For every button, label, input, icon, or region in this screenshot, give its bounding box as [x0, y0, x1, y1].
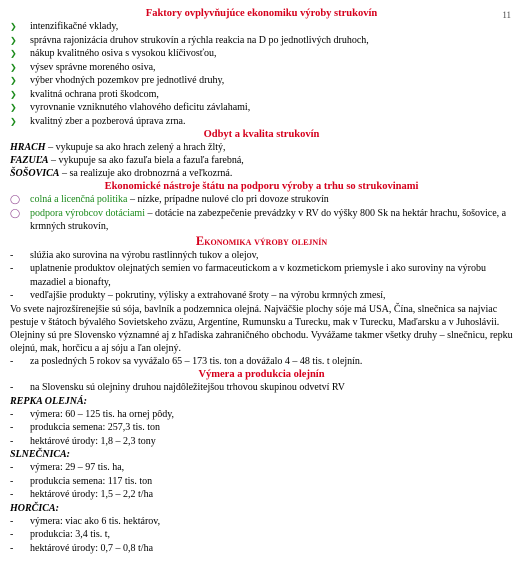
crop-stat-item [10, 475, 513, 489]
crop-group-title: HORČICA: [10, 502, 59, 514]
crop-sales-line [10, 141, 513, 154]
crop-group-title: REPKA OLEJNÁ: [10, 395, 87, 407]
crop-sales-text: – sa realizuje ako drobnozrná a veľkozrná. [59, 168, 233, 179]
factor-item [10, 61, 513, 75]
crop-stat-text: výmera: 60 – 125 tis. ha ornej pôdy, [30, 408, 175, 420]
paragraph-slovakia: Olejniny sú pre Slovensko významné aj z hľadiska zahraničného obchodu. Vyvážame takmer všetky druhy – slnečnicu, repku olejnú, mak, horčicu a aj sóju a ľan olejný. [10, 329, 513, 354]
factor-text: kvalitný zber a pozberová úprava zrna. [30, 115, 186, 127]
factor-text: intenzifikačné vklady, [30, 21, 119, 32]
chevron-bullet-icon [10, 47, 26, 61]
sales-quality-list [10, 141, 513, 180]
crop-stat-text: výmera: 29 – 97 tis. ha, [30, 462, 125, 473]
intro-text: na Slovensku sú olejniny druhou najdôležitejšou trhovou skupinou odvetví RV [30, 382, 346, 393]
oilseed-use-text: vedľajšie produkty – pokrutiny, výlisky a extrahované šroty – na výrobu krmných zmesí, [30, 290, 386, 301]
crop-sales-text: – vykupuje sa ako fazuľa biela a fazuľa farebná, [48, 155, 244, 166]
section-title-oilseeds-economics [10, 235, 513, 249]
crop-groups [10, 395, 513, 556]
chevron-bullet-icon [10, 34, 26, 48]
crop-stat-text: hektárové úrody: 1,8 – 2,3 tony [30, 435, 156, 447]
factor-text: vyrovnanie vzniknutého vlahového deficitu závlahami, [30, 102, 251, 113]
crop-stat-item [10, 515, 513, 529]
factor-text: výber vhodných pozemkov pre jednotlivé druhy, [30, 75, 225, 86]
crop-stat-text: hektárové úrody: 1,5 – 2,2 t/ha [30, 489, 154, 500]
factor-text: nákup kvalitného osiva s vysokou klíčivosťou, [30, 48, 217, 59]
oilseed-use-item [10, 289, 513, 303]
tool-item-subsidies [10, 207, 513, 234]
tool-subsidies-label: podpora výrobcov dotáciami [30, 207, 145, 219]
chevron-bullet-icon [10, 101, 26, 115]
oilseed-use-text: slúžia ako surovina na výrobu rastlinných tukov a olejov, [30, 249, 259, 261]
factors-list [10, 20, 513, 128]
chevron-bullet-icon [10, 74, 26, 88]
box-bullet-icon: ◯ [10, 207, 21, 218]
crop-term: ŠOŠOVICA [10, 168, 60, 179]
trade-text: za posledných 5 rokov sa vyvážalo 65 – 173 tis. ton a dovážalo 4 – 48 tis. t olejnín. [30, 355, 363, 367]
factor-item [10, 47, 513, 61]
page-number: 11 [502, 10, 511, 20]
crop-term: HRACH [10, 142, 46, 153]
section-title-area-production: Výmera a produkcia olejnín [198, 369, 325, 380]
chevron-bullet-icon [10, 88, 26, 102]
chevron-bullet-icon [10, 61, 26, 75]
oilseed-use-text: uplatnenie produktov olejnatých semien vo farmaceutickom a v kozmetickom priemysle i ako suroviny na výrobu mazadiel a bionafty, [30, 263, 486, 288]
crop-stat-item [10, 408, 513, 422]
tool-subsidies-text: – dotácie na zabezpečenie prevádzky v RV do výšky 800 Sk na hektár hrachu, šošovice, a krmných strukovín, [30, 207, 507, 232]
oilseed-use-item [10, 249, 513, 263]
factor-item [10, 88, 513, 102]
title-initial: E [195, 233, 205, 248]
crop-sales-line [10, 154, 513, 167]
crop-stat-text: produkcia semena: 257,3 tis. ton [30, 422, 160, 433]
list-item-intro [10, 381, 513, 395]
section-title-factors: Faktory ovplyvňujúce ekonomiku výroby strukovín [145, 8, 378, 19]
document-page [0, 7, 519, 568]
crop-stat-item [10, 488, 513, 502]
crop-stat-item [10, 421, 513, 435]
crop-stat-text: produkcia: 3,4 tis. t, [30, 529, 110, 540]
box-bullet-icon: ◯ [10, 194, 21, 204]
chevron-bullet-icon [10, 115, 26, 129]
crop-stat-item [10, 528, 513, 542]
factor-text: správna rajonizácia druhov strukovín a rýchla reakcia na D po jednotlivých druhoch, [30, 34, 369, 46]
tool-customs-text: – nízke, prípadne nulové clo pri dovoze strukovín [127, 194, 329, 205]
list-item-trade [10, 355, 513, 369]
crop-term: FAZUĽA [10, 155, 49, 166]
title-rest: konomika výroby olejnín [204, 235, 328, 248]
crop-sales-line [10, 167, 513, 180]
factor-item [10, 34, 513, 48]
factor-text: výsev správne moreného osiva, [30, 61, 156, 73]
crop-stat-text: produkcia semena: 117 tis. ton [30, 475, 153, 487]
crop-stat-text: hektárové úrody: 0,7 – 0,8 t/ha [30, 542, 154, 554]
crop-stat-item [10, 435, 513, 449]
crop-sales-text: – vykupuje sa ako hrach zelený a hrach žltý, [45, 142, 226, 153]
crop-stat-item [10, 461, 513, 475]
oilseeds-uses-list [10, 249, 513, 303]
factor-item [10, 20, 513, 34]
crop-stat-text: výmera: viac ako 6 tis. hektárov, [30, 515, 161, 527]
factor-item [10, 74, 513, 88]
section-title-sales-quality: Odbyt a kvalita strukovín [203, 129, 320, 140]
paragraph-world: Vo svete najrozšírenejšie sú sója, bavlník a podzemnica olejná. Najväčšie plochy sóje má USA, Čína, slnečnica sa najviac pestuje v štátoch bývalého Sovietskeho zväzu, Argentíne, Rumunsku a Turecku, mak v Turecku, Maďarsku a v Juhoslávii. [10, 303, 500, 328]
factor-item [10, 115, 513, 129]
factor-text: kvalitná ochrana proti škodcom, [30, 88, 159, 100]
section-title-economic-tools: Ekonomické nástroje štátu na podporu výroby a trhu so strukovinami [104, 181, 419, 192]
crop-stat-item [10, 542, 513, 556]
factor-item [10, 101, 513, 115]
oilseed-use-item [10, 262, 513, 289]
crop-group-title: SLNEČNICA: [10, 449, 71, 460]
chevron-bullet-icon [10, 20, 26, 34]
tool-item-customs [10, 193, 513, 207]
tool-customs-label: colná a licenčná politika [30, 194, 128, 205]
